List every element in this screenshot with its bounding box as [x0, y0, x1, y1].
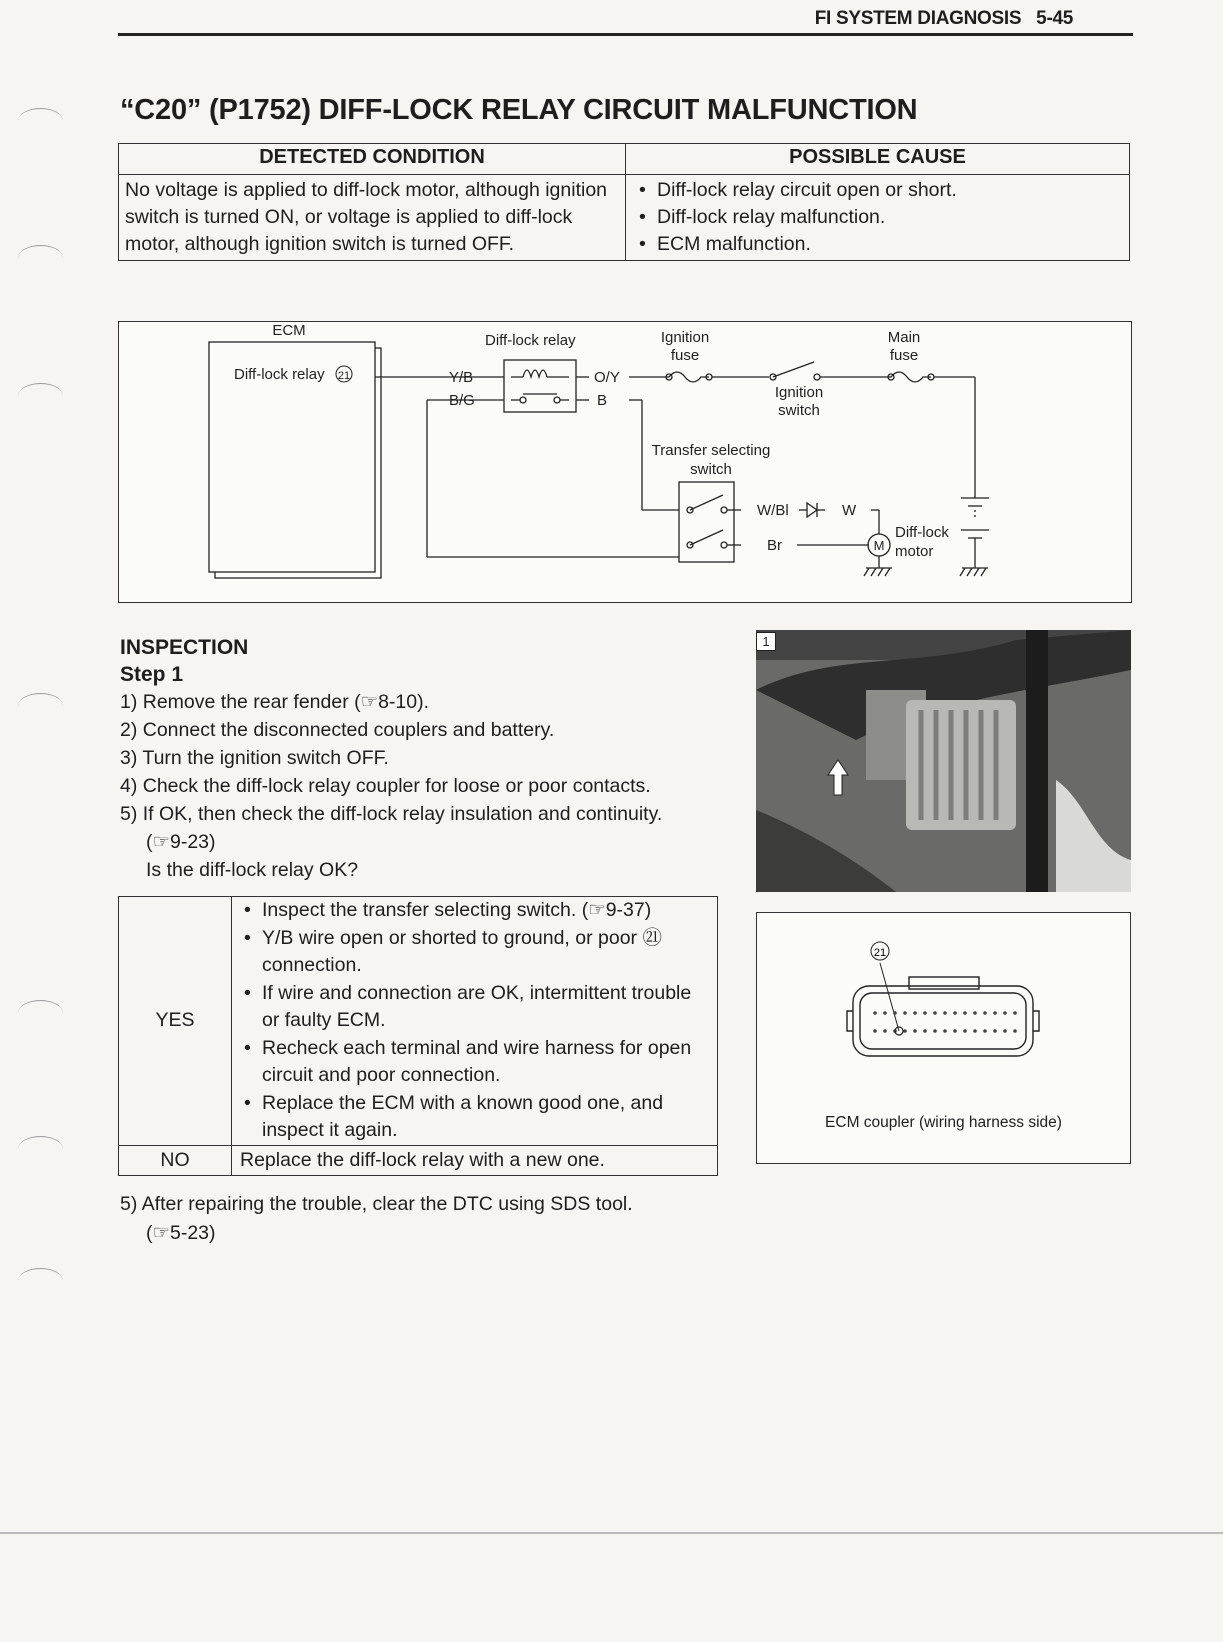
- no-action: Replace the diff-lock relay with a new one.: [232, 1145, 718, 1176]
- binding-mark: [18, 1136, 63, 1162]
- motor-symbol: M: [873, 538, 885, 553]
- step-question: Is the diff-lock relay OK?: [146, 859, 359, 881]
- no-label: NO: [119, 1145, 232, 1176]
- cause-item: • ECM malfunction.: [657, 231, 1124, 258]
- step-item: 1) Remove the rear fender (☞8-10).: [120, 691, 430, 713]
- cause-item: • Diff-lock relay circuit open or short.: [657, 177, 1124, 204]
- inspection-heading: INSPECTION: [120, 636, 249, 659]
- binding-mark: [18, 1268, 63, 1294]
- page-title: “C20” (P1752) DIFF-LOCK RELAY CIRCUIT MALFUNCTION: [120, 94, 918, 126]
- binding-mark: [18, 245, 63, 271]
- ignition-switch-label: Ignition: [774, 384, 824, 401]
- page-header: [815, 8, 1073, 30]
- diff-lock-relay-label: Diff-lock relay: [485, 332, 576, 349]
- transfer-switch-box: [679, 482, 734, 562]
- wire-w: W: [842, 502, 857, 519]
- wiring-diagram: [118, 321, 1132, 603]
- ecm-label: ECM: [272, 322, 306, 339]
- wire-bg: B/G: [449, 392, 475, 409]
- step-item: 5) If OK, then check the diff-lock relay insulation and continuity.: [120, 803, 663, 825]
- ignition-fuse-label: Ignition: [660, 329, 710, 346]
- header-rule: [118, 33, 1133, 36]
- yes-action-item: • Y/B wire open or shorted to ground, or poor ㉑ connection.: [262, 925, 711, 980]
- wire-br: Br: [767, 537, 782, 554]
- step-list: [120, 688, 740, 884]
- step-item: 2) Connect the disconnected couplers and battery.: [120, 719, 555, 741]
- condition-table: [118, 143, 1130, 261]
- page-bottom-edge: [0, 1532, 1223, 1534]
- section-title: FI SYSTEM DIAGNOSIS: [814, 8, 1022, 29]
- wire-b: B: [597, 392, 608, 409]
- main-fuse-label: fuse: [889, 347, 919, 364]
- ignition-fuse-label: fuse: [670, 347, 700, 364]
- transfer-switch-label: Transfer selecting: [651, 442, 771, 459]
- possible-cause-cell: [626, 175, 1130, 261]
- yes-label: YES: [119, 897, 232, 1146]
- main-fuse-label: Main: [887, 329, 921, 346]
- ecm-relay-label: Diff-lock relay: [234, 366, 325, 383]
- binding-mark: [18, 383, 63, 409]
- coupler-caption: ECM coupler (wiring harness side): [825, 1114, 1062, 1131]
- page-number: 5-45: [1036, 8, 1073, 29]
- yes-action-item: • Recheck each terminal and wire harness for open circuit and poor connection.: [262, 1035, 711, 1090]
- diff-lock-motor-label: Diff-lock: [895, 524, 949, 541]
- detected-condition-header: DETECTED CONDITION: [119, 144, 626, 175]
- step-item: 4) Check the diff-lock relay coupler for loose or poor contacts.: [120, 775, 651, 797]
- binding-mark: [18, 108, 63, 134]
- transfer-switch-label: switch: [690, 461, 732, 478]
- cause-item: • Diff-lock relay malfunction.: [657, 204, 1124, 231]
- wire-wbl: W/Bl: [757, 502, 789, 519]
- ecm-relay-number: 21: [337, 370, 351, 382]
- diff-lock-motor-label: motor: [895, 543, 934, 560]
- binding-mark: [18, 693, 63, 719]
- wire-oy: O/Y: [594, 369, 620, 386]
- ignition-switch-label: switch: [778, 402, 820, 419]
- relay-box: [504, 360, 576, 412]
- wire-yb: Y/B: [449, 369, 474, 386]
- possible-cause-header: POSSIBLE CAUSE: [626, 144, 1130, 175]
- after-repair-ref: (☞5-23): [146, 1222, 216, 1244]
- result-table: [118, 896, 718, 1176]
- yes-action-item: • Replace the ECM with a known good one, and inspect it again.: [262, 1090, 711, 1145]
- detected-condition-text: No voltage is applied to diff-lock motor, although ignition switch is turned ON, or voltage is applied to diff-lock motor, although ignition switch is turned OFF.: [119, 175, 626, 261]
- yes-action-item: • If wire and connection are OK, intermittent trouble or faulty ECM.: [262, 980, 711, 1035]
- after-repair-note: [120, 1190, 633, 1248]
- figure-number: 1: [756, 632, 776, 651]
- binding-mark: [18, 1000, 63, 1026]
- after-repair-text: 5) After repairing the trouble, clear the DTC using SDS tool.: [120, 1193, 633, 1215]
- coupler-terminal-number: 21: [873, 947, 887, 959]
- step-item: 3) Turn the ignition switch OFF.: [120, 747, 389, 769]
- yes-action-item: • Inspect the transfer selecting switch. (☞9-37): [262, 897, 711, 925]
- relay-location-photo: [756, 630, 1131, 892]
- step-reference: (☞9-23): [146, 831, 216, 853]
- yes-actions: [232, 897, 718, 1146]
- step-heading: Step 1: [120, 663, 184, 686]
